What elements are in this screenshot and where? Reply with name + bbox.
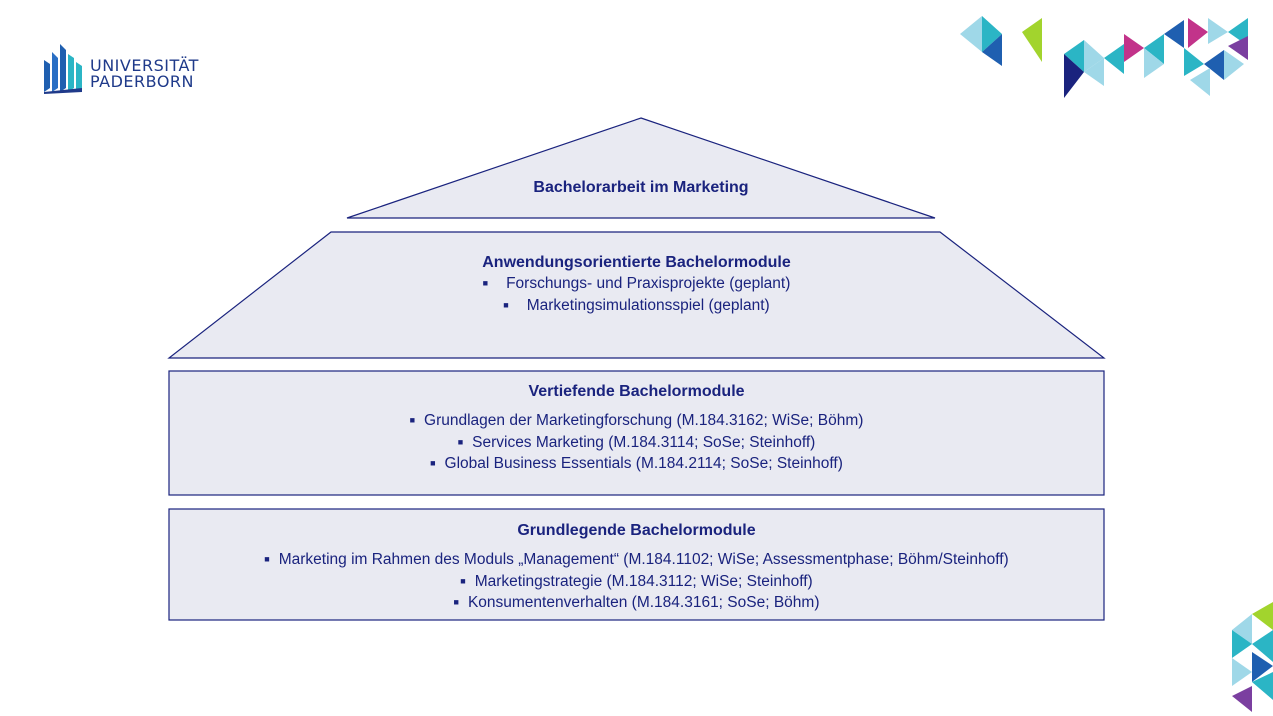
list-item: ■ Forschungs- und Praxisprojekte (geplant) bbox=[482, 275, 791, 292]
bullet-icon: ■ bbox=[453, 597, 459, 607]
logo-line-2: PADERBORN bbox=[90, 72, 194, 91]
list-item: ■ Global Business Essentials (M.184.2114; SoSe; Steinhoff) bbox=[430, 455, 843, 472]
applied-title: Anwendungsorientierte Bachelormodule bbox=[482, 254, 791, 271]
advanced-title: Vertiefende Bachelormodule bbox=[528, 383, 745, 400]
apex-title: Bachelorarbeit im Marketing bbox=[533, 179, 749, 196]
list-item: ■ Konsumentenverhalten (M.184.3161; SoSe; Böhm) bbox=[453, 594, 820, 611]
list-item: ■ Marketingstrategie (M.184.3112; WiSe; Steinhoff) bbox=[460, 572, 813, 590]
bullet-icon: ■ bbox=[503, 299, 509, 310]
bullet-icon: ■ bbox=[409, 415, 416, 425]
list-item: ■ Grundlagen der Marketingforschung (M.184.3162; WiSe; Böhm) bbox=[409, 412, 864, 429]
list-item: ■ Marketing im Rahmen des Moduls „Management“ (M.184.1102; WiSe; Assessmentphase; Böhm/Steinhoff) bbox=[264, 551, 1009, 568]
apex-triangle bbox=[347, 118, 935, 218]
list-item: ■ Services Marketing (M.184.3114; SoSe; Steinhoff) bbox=[457, 433, 816, 451]
applied-block bbox=[169, 253, 1104, 316]
basic-block bbox=[169, 521, 1104, 614]
bullet-icon: ■ bbox=[482, 278, 489, 288]
bullet-icon: ■ bbox=[457, 436, 464, 447]
basic-title: Grundlegende Bachelormodule bbox=[517, 522, 756, 539]
apex-block bbox=[347, 178, 935, 198]
list-item: ■ Marketingsimulationsspiel (geplant) bbox=[503, 296, 770, 314]
bullet-icon: ■ bbox=[430, 458, 436, 468]
bullet-icon: ■ bbox=[264, 554, 270, 564]
logo-line-1: UNIVERSITÄT bbox=[90, 56, 199, 75]
bullet-icon: ■ bbox=[460, 575, 466, 586]
advanced-block bbox=[169, 382, 1104, 475]
